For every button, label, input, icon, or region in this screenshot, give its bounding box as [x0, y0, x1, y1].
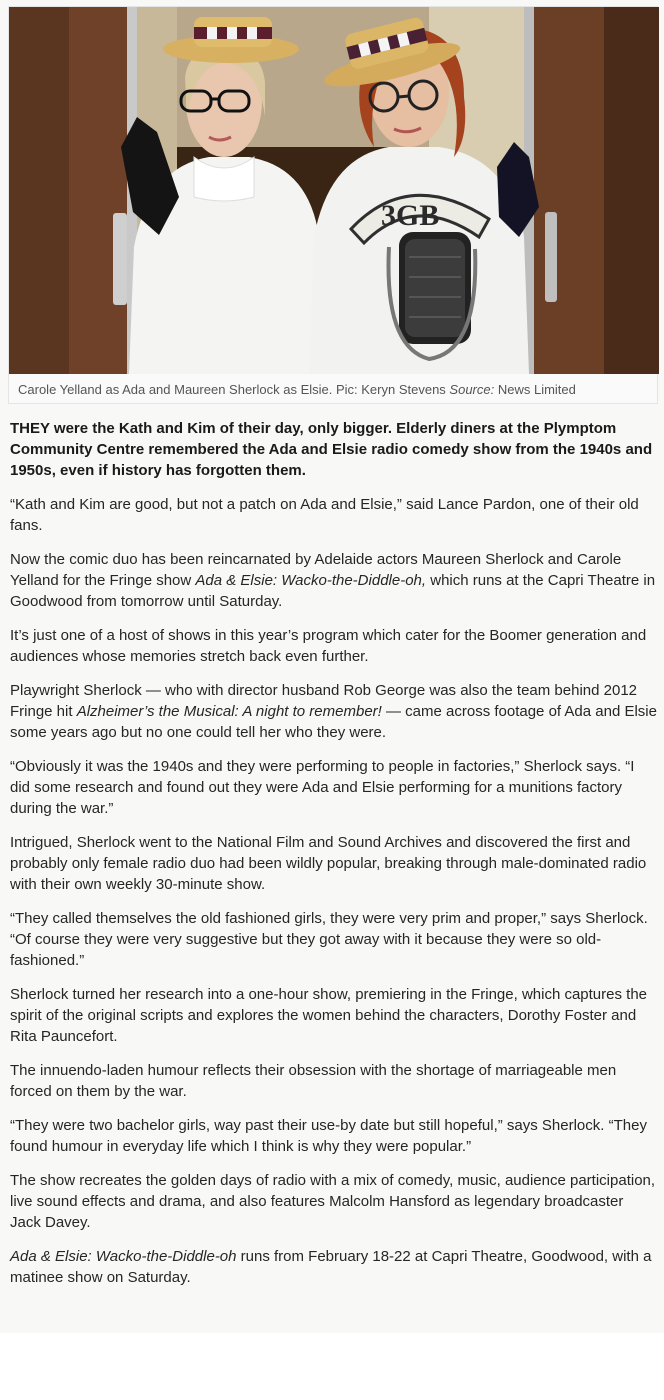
paragraph-7: “They called themselves the old fashioned girls, they were very prim and proper,” says Sherlock. “Of course they were very suggestive but they got away with it because they were so old-fashioned.” — [10, 910, 648, 969]
previous-show-title: Alzheimer’s the Musical: A night to remember! — [76, 703, 382, 720]
paragraph-8: Sherlock turned her research into a one-hour show, premiering in the Fringe, which captures the spirit of the original scripts and explores the women behind the characters, Dorothy Foster and Rita Pauncefort. — [10, 986, 648, 1045]
lead-paragraph: THEY were the Kath and Kim of their day, only bigger. Elderly diners at the Plymptom Community Centre remembered the Ada and Elsie radio comedy show from the 1940s and 1950s, even if history has forgotten them. — [10, 420, 653, 479]
paragraph-5: “Obviously it was the 1940s and they were performing to people in factories,” Sherlock says. “I did some research and found out they were Ada and Elsie performing for a munitions factory during the war.” — [10, 758, 635, 817]
paragraph-12 — [10, 1246, 658, 1288]
paragraph-2 — [10, 549, 658, 612]
paragraph-4 — [10, 680, 658, 743]
paragraph-2-text-b: which runs at the Capri Theatre in Goodwood from tomorrow until Saturday. — [10, 572, 656, 610]
paragraph-11: The show recreates the golden days of radio with a mix of comedy, music, audience participation, live sound effects and drama, and also features Malcolm Hansford as legendary broadcaster Jack Davey. — [10, 1172, 656, 1231]
caption-source-label: Source: — [449, 382, 495, 397]
paragraph-12-text-b: runs from February 18-22 at Capri Theatre, Goodwood, with a matinee show on Saturday. — [10, 1248, 652, 1286]
paragraph-2-text-a: Now the comic duo has been reincarnated by Adelaide actors Maureen Sherlock and Carole Yelland for the Fringe show — [10, 551, 622, 589]
paragraph-10: “They were two bachelor girls, way past their use-by date but still hopeful,” says Sherlock. “They found humour in everyday life which I think is why they were popular.” — [10, 1117, 647, 1155]
paragraph-6: Intrigued, Sherlock went to the National Film and Sound Archives and discovered the first and probably only female radio duo had been wildly popular, breaking through male-dominated radio with their own weekly 30-minute show. — [10, 834, 647, 893]
show-title: Ada & Elsie: Wacko-the-Diddle-oh, — [195, 572, 427, 589]
hat-badge-text: 3GB — [381, 199, 440, 232]
paragraph-1: “Kath and Kim are good, but not a patch on Ada and Elsie,” said Lance Pardon, one of their old fans. — [10, 496, 639, 534]
paragraph-4-text-b: — came across footage of Ada and Elsie some years ago but no one could tell her who they were. — [10, 703, 657, 741]
article-photo — [9, 7, 659, 374]
article-figure — [8, 6, 658, 404]
caption-main: Carole Yelland as Ada and Maureen Sherlock as Elsie. Pic: Keryn Stevens — [18, 382, 450, 397]
article-body — [10, 418, 658, 1301]
paragraph-9: The innuendo-laden humour reflects their obsession with the shortage of marriageable men forced on them by the war. — [10, 1062, 617, 1100]
photo-caption — [18, 382, 648, 397]
caption-source: News Limited — [494, 382, 576, 397]
paragraph-4-text-a: Playwright Sherlock — who with director husband Rob George was also the team behind 2012 Fringe hit — [10, 682, 638, 720]
paragraph-3: It’s just one of a host of shows in this year’s program which cater for the Boomer generation and audiences whose memories stretch back even further. — [10, 627, 647, 665]
closing-show-title: Ada & Elsie: Wacko-the-Diddle-oh — [10, 1248, 237, 1265]
